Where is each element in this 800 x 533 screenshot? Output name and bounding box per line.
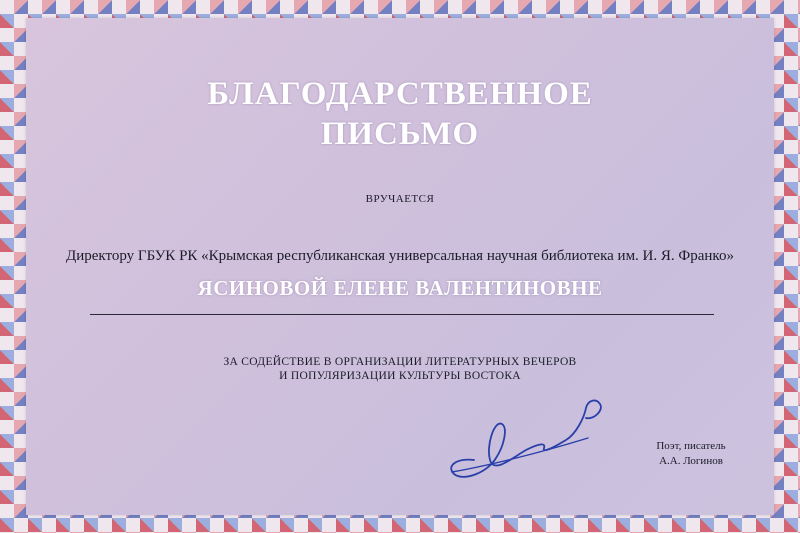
- handwritten-signature: [416, 388, 616, 488]
- name-underline: [90, 314, 714, 315]
- reason-line2: И ПОПУЛЯРИЗАЦИИ КУЛЬТУРЫ ВОСТОКА: [279, 370, 521, 382]
- recipient-name: ЯСИНОВОЙ ЕЛЕНЕ ВАЛЕНТИНОВНЕ: [197, 276, 603, 300]
- signer-name: А.А. Логинов: [659, 455, 723, 467]
- issued-label: ВРУЧАЕТСЯ: [365, 193, 435, 205]
- certificate-title-line1: БЛАГОДАРСТВЕННОЕ: [207, 76, 593, 112]
- certificate-title-line2: ПИСЬМО: [320, 116, 480, 152]
- recipient-role: Директору ГБУК РК «Крымская республиканская универсальная научная библиотека им. И. Я. Франко»: [66, 248, 734, 264]
- signer-title: Поэт, писатель: [656, 440, 726, 452]
- reason-line1: ЗА СОДЕЙСТВИЕ В ОРГАНИЗАЦИИ ЛИТЕРАТУРНЫХ ВЕЧЕРОВ: [223, 356, 577, 368]
- certificate-paper: [26, 18, 774, 515]
